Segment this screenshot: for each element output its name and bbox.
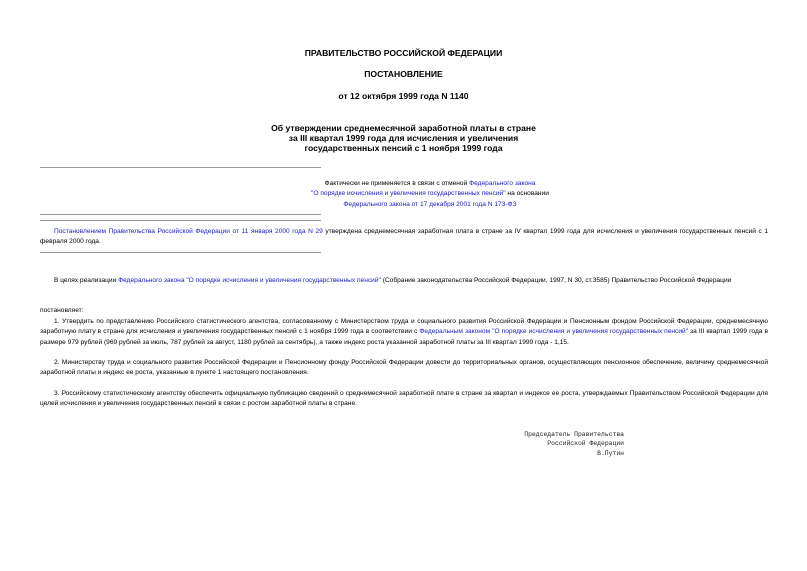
divider-middle-2: [40, 220, 321, 221]
item-3: [40, 389, 768, 410]
preamble-law-link[interactable]: Федерального закона "О порядке исчисления и увеличения государственных пенсий": [118, 277, 381, 284]
divider-top: [40, 167, 321, 168]
document-title: [150, 123, 657, 153]
item-1-text-end: за III квартал 1999 года в размере 979 рублей (969 рублей за июль, 787 рублей за август, 1180 рублей за сентябрь), а также индекс роста указанной заработной платы за III квартал 1999 года - 1,15.: [40, 328, 769, 346]
status-note-text: Фактически не применяется в связи с отменой: [324, 180, 470, 187]
signature-block: [480, 430, 624, 458]
document-date-number: от 12 октября 1999 года N 1140: [338, 91, 469, 101]
preamble: [40, 276, 768, 286]
item-1-law-link[interactable]: Федеральным законом "О порядке исчисления и увеличения государственных пенсий": [419, 328, 689, 336]
preamble-text-end: (Собрание законодательства Российской Федерации, 1997, N 30, ст.3585) Правительство Российской Федерации: [380, 277, 732, 284]
title-line-2: за III квартал 1999 года для исчисления и увеличения: [288, 133, 519, 143]
signature-country: Российской Федерации: [547, 440, 624, 448]
divider-middle-1: [40, 214, 321, 215]
divider-bottom: [40, 252, 321, 253]
pension-law-link[interactable]: "О порядке исчисления и увеличения государственных пенсий": [311, 190, 506, 198]
signature-title: Председатель Правительства: [524, 431, 624, 438]
resolution-29-link[interactable]: Постановлением Правительства Российской Федерации от 11 января 2000 года N 29: [54, 228, 323, 235]
signature-name: В.Путин: [597, 449, 624, 457]
item-1: [40, 317, 768, 348]
government-header: ПРАВИТЕЛЬСТВО РОССИЙСКОЙ ФЕДЕРАЦИИ: [304, 48, 503, 58]
item-1-text-start: 1. Утвердить по представлению Российского статистического агентства, согласованному с Министерством труда и социального развития Российской Федерации и Пенсионным фондом Российской Федерации, среднемесячную заработную плату в стране для исчисления и увеличения государственных пенсий с 1 ноября 1999 года в соответствии с: [40, 318, 768, 336]
item-2: [40, 358, 768, 379]
preamble-text-start: В целях реализации: [54, 277, 119, 284]
title-line-3: государственных пенсий с 1 ноября 1999 года: [304, 143, 503, 153]
federal-law-link[interactable]: Федерального закона: [469, 180, 536, 187]
item-3-text: 3. Российскому статистическому агентству обеспечить официальную публикацию сведений о среднемесячной заработной плате в стране за квартал и индексе ее роста, утверждаемых Правительством Российской Федерации для целей исчисления и увеличения государственных пенсий в связи с ростом заработной платы в стране.: [40, 390, 768, 408]
info-note-text: утверждена среднемесячная заработная плата в стране за IV квартал 1999 года для исчисления и увеличения государственных пенсий с 1 февраля 2000 года.: [40, 228, 768, 246]
status-note-basis: на основании: [505, 190, 549, 198]
item-2-text: 2. Министерству труда и социального развития Российской Федерации и Пенсионному фонду Российской Федерации довести до территориальных органов, осуществляющих пенсионное обеспечение, величину среднемесячной заработной платы и индекс ее роста, указанные в пункте 1 настоящего постановления.: [40, 359, 768, 377]
title-line-1: Об утверждении среднемесячной заработной платы в стране: [271, 123, 536, 133]
document-type: ПОСТАНОВЛЕНИЕ: [364, 69, 443, 79]
info-note: [40, 227, 768, 248]
status-note: [250, 179, 610, 210]
decides-line: постановляет:: [40, 307, 84, 314]
law-173-fz-link[interactable]: Федерального закона от 17 декабря 2001 года N 173-ФЗ: [343, 200, 517, 208]
